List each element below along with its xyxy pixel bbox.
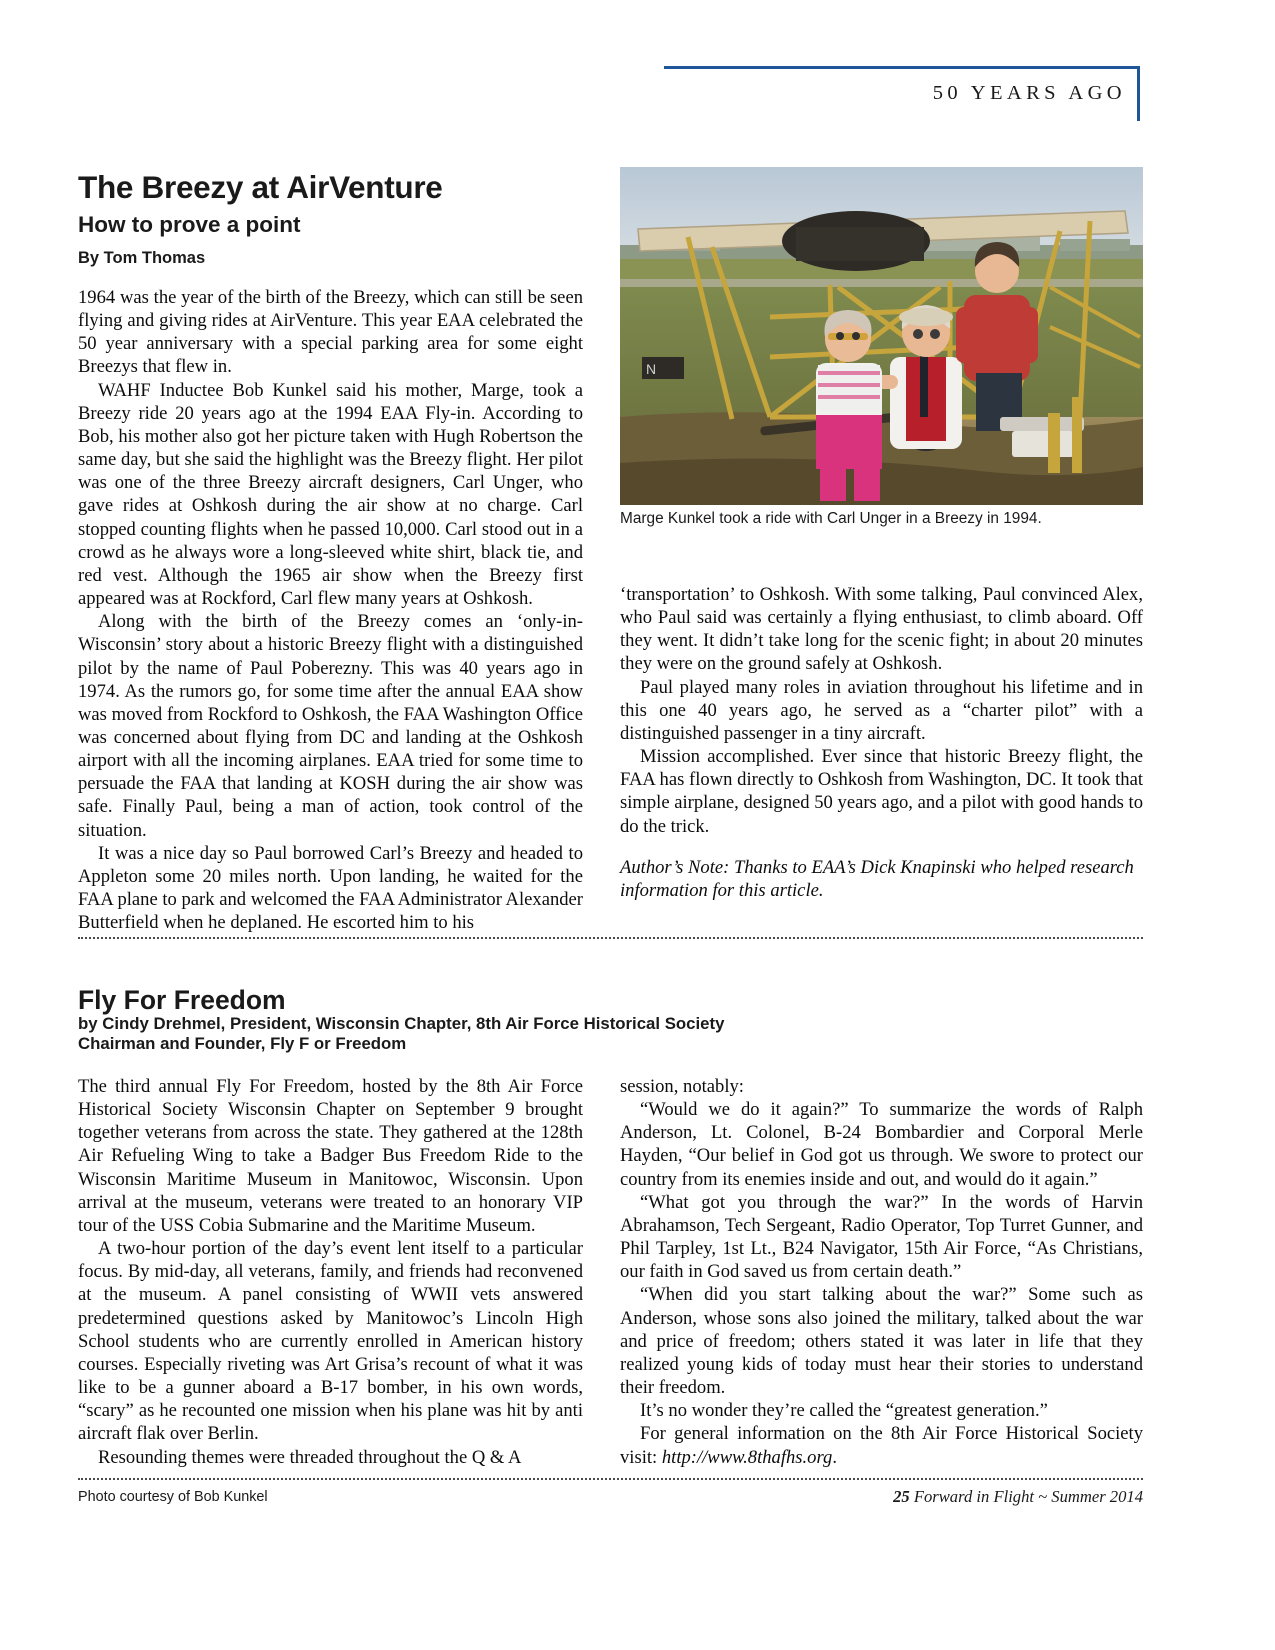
paragraph: 1964 was the year of the birth of the Breezy, which can still be seen flying and giving rides at AirVenture. This year EAA celebrated the 50 year anniversary with a special parking area for some eight Breezys that flew in. [78, 287, 583, 378]
footer-publication: Forward in Flight ~ Summer 2014 [913, 1487, 1143, 1506]
section-divider [78, 937, 1143, 939]
article2-title: Fly For Freedom [78, 985, 286, 1015]
paragraph: It’s no wonder they’re called the “greatest generation.” [640, 1400, 1048, 1422]
svg-text:N: N [646, 361, 657, 377]
paragraph: Paul played many roles in aviation throughout his lifetime and in this one 40 years ago, he served as a “charter pilot” with a distinguished passenger in a tiny aircraft. [620, 676, 1143, 744]
breezy-aircraft-photo-illustration [620, 167, 1143, 505]
running-head [664, 66, 1140, 126]
footer-photo-credit: Photo courtesy of Bob Kunkel [78, 1489, 268, 1505]
article1-column-right [620, 583, 1143, 838]
paragraph: “Would we do it again?” To summarize the words of Ralph Anderson, Lt. Colonel, B-24 Bombardier and Corporal Merle Hayden, “Our belief in God got us through. We swore to protect our country from its enemies inside and out, and would do it again.” [620, 1099, 1143, 1190]
article2-byline-line1: by Cindy Drehmel, President, Wisconsin Chapter, 8th Air Force Historical Society [78, 1014, 725, 1033]
paragraph: ‘transportation’ to Oshkosh. With some talking, Paul convinced Alex, who Paul said was certainly a flying enthusiast, to climb aboard. Off they went. It didn’t take long for the scenic fight; in about 20 minutes they were on the ground safely at Oshkosh. [620, 584, 1143, 675]
paragraph: It was a nice day so Paul borrowed Carl’s Breezy and headed to Appleton some 20 miles north. Upon landing, he waited for the FAA plane to park and welcomed the FAA Administrator Alexander Butterfield when he deplaned. He escorted him to his [78, 842, 583, 934]
footer-page-number: 25 [893, 1487, 910, 1506]
paragraph-closing [620, 1422, 1143, 1468]
running-head-vertical-rule [1137, 66, 1140, 121]
running-head-horizontal-rule [664, 66, 1140, 69]
article2-column-right [620, 1075, 1143, 1469]
paragraph: “When did you start talking about the war?” Some such as Anderson, whose sons also joined the military, talked about the war and price of freedom; others stated it was later in life that they realized young kids of today must hear their stories to understand their freedom. [620, 1284, 1143, 1399]
article2-byline-line2: Chairman and Founder, Fly F or Freedom [78, 1034, 407, 1053]
article2-column-left [78, 1075, 583, 1469]
paragraph: The third annual Fly For Freedom, hosted by the 8th Air Force Historical Society Wisconsin Chapter on September 9 brought together veterans from across the state. They gathered at the 128th Air Refueling Wing to take a Badger Bus Freedom Ride to the Wisconsin Maritime Museum in Manitowoc, Wisconsin. Upon arrival at the museum, veterans were treated to an honorary VIP tour of the USS Cobia Submarine and the Maritime Museum. [78, 1076, 583, 1236]
footer-page-info [893, 1487, 1143, 1507]
paragraph: “What got you through the war?” In the words of Harvin Abrahamson, Tech Sergeant, Radio Operator, Top Turret Gunner, and Phil Tarpley, 1st Lt., B24 Navigator, 15th Air Force, “As Christians, our faith in God saved us from certain death.” [620, 1191, 1143, 1283]
paragraph: Resounding themes were threaded throughout the Q & A [98, 1446, 522, 1468]
paragraph: session, notably: [620, 1076, 744, 1097]
paragraph: Along with the birth of the Breezy comes an ‘only-in-Wisconsin’ story about a historic Breezy flight with a distinguished pilot by the name of Paul Poberezny. This was 40 years ago in 1974. As the rumors go, for some time after the annual EAA show was moved from Rockford to Oshkosh, the FAA Washington Office was concerned about flying from DC and landing at the Oshkosh airport with all the incoming airplanes. EAA tried for some time to persuade the FAA that landing at KOSH during the air show was safe. Finally Paul, being a man of action, took control of the situation. [78, 611, 583, 841]
article1-authors-note: Author’s Note: Thanks to EAA’s Dick Knapinski who helped research information for this article. [620, 857, 1134, 902]
paragraph: A two-hour portion of the day’s event lent itself to a particular focus. By mid-day, all veterans, family, and friends had reconvened at the museum. A panel consisting of WWII vets answered predetermined questions asked by Manitowoc’s Lincoln High School students who are currently enrolled in American history courses. Especially riveting was Art Grisa’s recount of what it was like to be a gunner aboard a B-17 bomber, in his own words, “scary” as he recounted one mission when his plane was hit by anti aircraft flak over Berlin. [78, 1238, 583, 1445]
article1-column-left [78, 286, 583, 934]
running-head-label: 50 YEARS AGO [932, 82, 1126, 104]
closing-suffix: . [832, 1446, 837, 1468]
article1-photo [620, 167, 1143, 505]
article1-byline: By Tom Thomas [78, 249, 206, 267]
closing-text: For general information on the 8th Air Force Historical Society visit: [620, 1423, 1143, 1468]
society-website-link[interactable]: http://www.8thafhs.org [661, 1446, 833, 1468]
paragraph: Mission accomplished. Ever since that historic Breezy flight, the FAA has flown directly to Oshkosh from Washington, DC. It took that simple airplane, designed 50 years ago, and a pilot with good hands to do the trick. [620, 746, 1143, 837]
paragraph: WAHF Inductee Bob Kunkel said his mother, Marge, took a Breezy ride 20 years ago at the 1994 EAA Fly-in. According to Bob, his mother also got her picture taken with Hugh Robertson the same day, but she said the highlight was the Breezy flight. Her pilot was one of the three Breezy aircraft designers, Carl Unger, who gave rides at Oshkosh during the air show at no charge. Carl stopped counting flights when he passed 10,000. Carl stood out in a crowd as he always wore a long-sleeved white shirt, black tie, and red vest. Although the 1965 air show when the Breezy first appeared was at Rockford, Carl flew many years at Oshkosh. [78, 379, 583, 610]
article1-title: The Breezy at AirVenture [78, 169, 443, 205]
article1-photo-caption: Marge Kunkel took a ride with Carl Unger in a Breezy in 1994. [620, 510, 1042, 527]
footer-divider [78, 1478, 1143, 1480]
article1-subtitle: How to prove a point [78, 212, 301, 237]
